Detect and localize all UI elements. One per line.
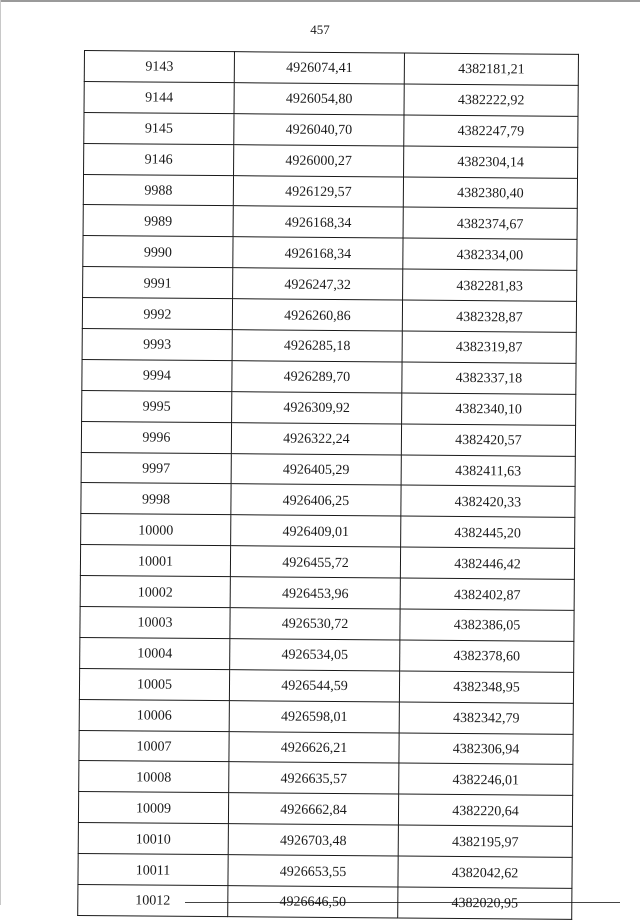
point-number-cell: 9993 [82, 329, 232, 361]
point-number-cell: 10005 [79, 668, 229, 700]
y-coordinate-cell: 4382306,94 [399, 733, 573, 765]
y-coordinate-cell: 4382334,00 [403, 238, 577, 270]
y-coordinate-cell: 4382042,62 [398, 856, 572, 888]
point-number-cell: 9146 [84, 143, 234, 175]
table-row [83, 236, 577, 271]
table-row [78, 854, 572, 889]
x-coordinate-cell: 4926129,57 [233, 175, 403, 207]
y-coordinate-cell: 4382402,87 [400, 578, 574, 610]
scan-edge-left [0, 0, 1, 905]
page-number: 457 [310, 22, 330, 37]
x-coordinate-cell: 4926405,29 [231, 453, 401, 485]
table-row [78, 885, 572, 920]
y-coordinate-cell: 4382374,67 [403, 207, 577, 239]
table-row [83, 205, 577, 240]
x-coordinate-cell: 4926646,50 [228, 886, 398, 918]
point-number-cell: 9994 [82, 359, 232, 391]
table-row [81, 452, 575, 487]
point-number-cell: 10004 [80, 637, 230, 669]
y-coordinate-cell: 4382222,92 [404, 84, 578, 116]
y-coordinate-cell: 4382348,95 [399, 671, 573, 703]
table-row [79, 761, 573, 796]
table-row [81, 514, 575, 549]
x-coordinate-cell: 4926409,01 [231, 515, 401, 547]
point-number-cell: 9992 [82, 298, 232, 330]
x-coordinate-cell: 4926530,72 [230, 608, 400, 640]
coordinates-table-body [78, 51, 579, 920]
x-coordinate-cell: 4926703,48 [228, 824, 398, 856]
table-row [83, 174, 577, 209]
point-number-cell: 9145 [84, 112, 234, 144]
table-row [80, 607, 574, 642]
x-coordinate-cell: 4926534,05 [230, 639, 400, 671]
table-row [84, 143, 578, 178]
x-coordinate-cell: 4926544,59 [229, 669, 399, 701]
table-row [83, 267, 577, 302]
y-coordinate-cell: 4382220,64 [398, 794, 572, 826]
y-coordinate-cell: 4382411,63 [401, 455, 575, 487]
y-coordinate-cell: 4382020,95 [398, 887, 572, 919]
point-number-cell: 10009 [78, 792, 228, 824]
y-coordinate-cell: 4382328,87 [402, 300, 576, 332]
x-coordinate-cell: 4926285,18 [232, 330, 402, 362]
x-coordinate-cell: 4926309,92 [232, 391, 402, 423]
table-row [84, 81, 578, 116]
x-coordinate-cell: 4926054,80 [234, 83, 404, 115]
x-coordinate-cell: 4926168,34 [233, 206, 403, 238]
x-coordinate-cell: 4926662,84 [228, 793, 398, 825]
x-coordinate-cell: 4926653,55 [228, 855, 398, 887]
table-row [78, 792, 572, 827]
y-coordinate-cell: 4382304,14 [404, 146, 578, 178]
y-coordinate-cell: 4382340,10 [402, 393, 576, 425]
table-row [84, 112, 578, 147]
y-coordinate-cell: 4382181,21 [404, 53, 578, 85]
point-number-cell: 9143 [84, 51, 234, 83]
point-number-cell: 10010 [78, 823, 228, 855]
table-row [80, 576, 574, 611]
table-row [82, 329, 576, 364]
x-coordinate-cell: 4926247,32 [233, 268, 403, 300]
point-number-cell: 10003 [80, 607, 230, 639]
point-number-cell: 10012 [78, 885, 228, 917]
x-coordinate-cell: 4926453,96 [230, 577, 400, 609]
point-number-cell: 9989 [83, 205, 233, 237]
x-coordinate-cell: 4926626,21 [229, 731, 399, 763]
x-coordinate-cell: 4926322,24 [231, 422, 401, 454]
y-coordinate-cell: 4382446,42 [400, 547, 574, 579]
y-coordinate-cell: 4382195,97 [398, 825, 572, 857]
y-coordinate-cell: 4382386,05 [400, 609, 574, 641]
table-row [80, 545, 574, 580]
y-coordinate-cell: 4382247,79 [404, 115, 578, 147]
x-coordinate-cell: 4926168,34 [233, 237, 403, 269]
x-coordinate-cell: 4926598,01 [229, 700, 399, 732]
point-number-cell: 10011 [78, 854, 228, 886]
point-number-cell: 9990 [83, 236, 233, 268]
point-number-cell: 10008 [79, 761, 229, 793]
point-number-cell: 9995 [82, 390, 232, 422]
table-row [79, 699, 573, 734]
point-number-cell: 10007 [79, 730, 229, 762]
y-coordinate-cell: 4382445,20 [401, 516, 575, 548]
point-number-cell: 9144 [84, 81, 234, 113]
x-coordinate-cell: 4926406,25 [231, 484, 401, 516]
table-row [78, 823, 572, 858]
table-row [81, 483, 575, 518]
x-coordinate-cell: 4926455,72 [230, 546, 400, 578]
point-number-cell: 9991 [83, 267, 233, 299]
point-number-cell: 9997 [81, 452, 231, 484]
y-coordinate-cell: 4382380,40 [403, 177, 577, 209]
table-row [80, 637, 574, 672]
table-row [79, 668, 573, 703]
y-coordinate-cell: 4382281,83 [403, 269, 577, 301]
table-row [84, 51, 578, 86]
scan-edge-top [0, 0, 640, 2]
y-coordinate-cell: 4382342,79 [399, 702, 573, 734]
y-coordinate-cell: 4382420,33 [401, 485, 575, 517]
x-coordinate-cell: 4926289,70 [232, 361, 402, 393]
point-number-cell: 10001 [80, 545, 230, 577]
point-number-cell: 9998 [81, 483, 231, 515]
table-row [81, 421, 575, 456]
y-coordinate-cell: 4382337,18 [402, 362, 576, 394]
table-row [79, 730, 573, 765]
coordinates-table [77, 50, 579, 920]
x-coordinate-cell: 4926000,27 [234, 144, 404, 176]
table-row [82, 359, 576, 394]
x-coordinate-cell: 4926635,57 [229, 762, 399, 794]
point-number-cell: 10000 [81, 514, 231, 546]
x-coordinate-cell: 4926260,86 [232, 299, 402, 331]
point-number-cell: 9996 [81, 421, 231, 453]
y-coordinate-cell: 4382420,57 [401, 424, 575, 456]
y-coordinate-cell: 4382378,60 [400, 640, 574, 672]
x-coordinate-cell: 4926040,70 [234, 113, 404, 145]
point-number-cell: 10006 [79, 699, 229, 731]
table-row [82, 298, 576, 333]
point-number-cell: 9988 [83, 174, 233, 206]
y-coordinate-cell: 4382319,87 [402, 331, 576, 363]
point-number-cell: 10002 [80, 576, 230, 608]
y-coordinate-cell: 4382246,01 [399, 763, 573, 795]
x-coordinate-cell: 4926074,41 [234, 52, 404, 84]
table-row [82, 390, 576, 425]
